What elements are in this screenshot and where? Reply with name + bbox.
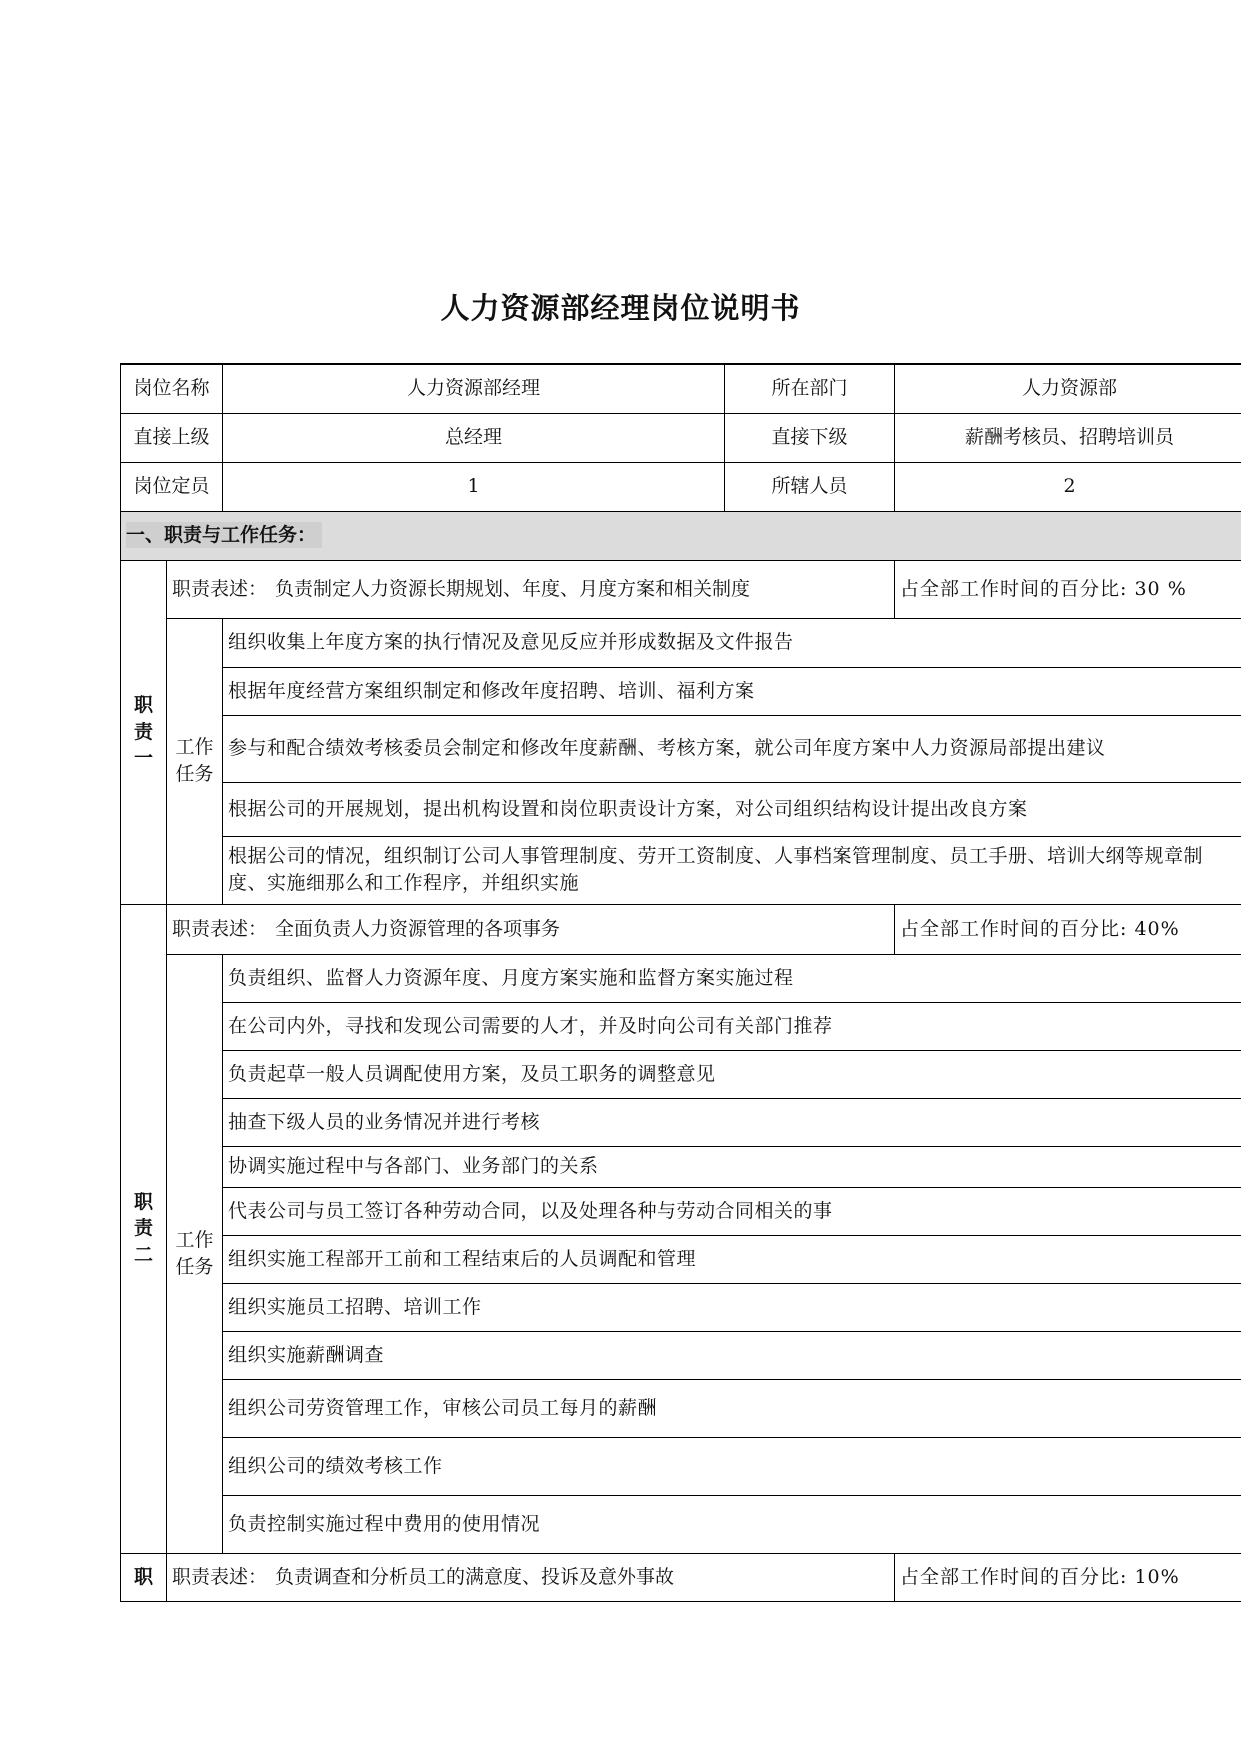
value-department: 人力资源部 xyxy=(895,364,1241,413)
duty-1-task-5: 根据公司的情况，组织制订公司人事管理制度、劳开工资制度、人事档案管理制度、员工手册、培训大纲等规章制度、实施细那么和工作程序，并组织实施 xyxy=(223,836,1241,904)
task-row xyxy=(121,1050,1241,1098)
info-row-3 xyxy=(121,462,1241,511)
duty-2-description xyxy=(167,904,895,954)
duty-2-task-label: 工作任务 xyxy=(167,954,223,1553)
task-row xyxy=(121,954,1241,1002)
task-row xyxy=(121,1437,1241,1495)
duty-2-task-1: 负责组织、监督人力资源年度、月度方案实施和监督方案实施过程 xyxy=(223,954,1241,1002)
value-direct-subordinate: 薪酬考核员、招聘培训员 xyxy=(895,413,1241,462)
duty-2-task-3: 负责起草一般人员调配使用方案，及员工职务的调整意见 xyxy=(223,1050,1241,1098)
duty-2-text: 全面负责人力资源管理的各项事务 xyxy=(275,917,561,940)
label-direct-subordinate: 直接下级 xyxy=(725,413,895,462)
label-headcount: 岗位定员 xyxy=(121,462,223,511)
duty-1-task-label: 工作任务 xyxy=(167,618,223,904)
duty-label: 职责表述： xyxy=(172,577,268,600)
job-description-table xyxy=(120,363,1241,1602)
duty-1-description xyxy=(167,560,895,618)
info-row-2 xyxy=(121,413,1241,462)
task-row xyxy=(121,715,1241,782)
duty-2-task-6: 代表公司与员工签订各种劳动合同，以及处理各种与劳动合同相关的事 xyxy=(223,1187,1241,1235)
value-staff-managed: 2 xyxy=(895,462,1241,511)
duty-1-task-4: 根据公司的开展规划，提出机构设置和岗位职责设计方案，对公司组织结构设计提出改良方案 xyxy=(223,782,1241,836)
label-department: 所在部门 xyxy=(725,364,895,413)
duty-2-task-4: 抽查下级人员的业务情况并进行考核 xyxy=(223,1098,1241,1146)
duty-2-task-10: 组织公司劳资管理工作，审核公司员工每月的薪酬 xyxy=(223,1379,1241,1437)
info-row-1 xyxy=(121,364,1241,413)
duty-3-percent: 占全部工作时间的百分比: 10% xyxy=(895,1553,1241,1601)
duty-3-side-label: 职 xyxy=(121,1553,167,1601)
duty-2-task-8: 组织实施员工招聘、培训工作 xyxy=(223,1283,1241,1331)
duty-2-task-9: 组织实施薪酬调查 xyxy=(223,1331,1241,1379)
duty-1-task-1: 组织收集上年度方案的执行情况及意见反应并形成数据及文件报告 xyxy=(223,618,1241,667)
duty-1-task-3: 参与和配合绩效考核委员会制定和修改年度薪酬、考核方案，就公司年度方案中人力资源局部提出建议 xyxy=(223,715,1241,782)
task-row xyxy=(121,1495,1241,1553)
task-row xyxy=(121,1235,1241,1283)
duty-1-task-2: 根据年度经营方案组织制定和修改年度招聘、培训、福利方案 xyxy=(223,667,1241,715)
duty-2-task-12: 负责控制实施过程中费用的使用情况 xyxy=(223,1495,1241,1553)
value-position-name: 人力资源部经理 xyxy=(223,364,725,413)
task-row xyxy=(121,782,1241,836)
duty-2-task-5: 协调实施过程中与各部门、业务部门的关系 xyxy=(223,1146,1241,1187)
section-title: 一、职责与工作任务： xyxy=(121,511,1241,560)
task-row xyxy=(121,618,1241,667)
task-row xyxy=(121,836,1241,904)
task-row xyxy=(121,1002,1241,1050)
duty-label: 职责表述： xyxy=(172,917,268,940)
page-title: 人力资源部经理岗位说明书 xyxy=(440,291,801,325)
duty-1-side-label: 职责一 xyxy=(121,560,167,904)
task-row xyxy=(121,667,1241,715)
duty-2-task-11: 组织公司的绩效考核工作 xyxy=(223,1437,1241,1495)
section-header-row xyxy=(121,511,1241,560)
task-row xyxy=(121,1283,1241,1331)
duty-2-task-2: 在公司内外，寻找和发现公司需要的人才，并及时向公司有关部门推荐 xyxy=(223,1002,1241,1050)
label-staff-managed: 所辖人员 xyxy=(725,462,895,511)
duty-2-description-row xyxy=(121,904,1241,954)
task-row xyxy=(121,1098,1241,1146)
label-position-name: 岗位名称 xyxy=(121,364,223,413)
duty-3-description xyxy=(167,1553,895,1601)
duty-2-percent: 占全部工作时间的百分比: 40% xyxy=(895,904,1241,954)
duty-1-description-row xyxy=(121,560,1241,618)
task-row xyxy=(121,1187,1241,1235)
task-row xyxy=(121,1379,1241,1437)
value-headcount: 1 xyxy=(223,462,725,511)
label-direct-superior: 直接上级 xyxy=(121,413,223,462)
value-direct-superior: 总经理 xyxy=(223,413,725,462)
duty-3-description-row xyxy=(121,1553,1241,1601)
duty-1-percent: 占全部工作时间的百分比: 30 % xyxy=(895,560,1241,618)
duty-3-text: 负责调查和分析员工的满意度、投诉及意外事故 xyxy=(275,1565,675,1588)
task-row xyxy=(121,1146,1241,1187)
task-row xyxy=(121,1331,1241,1379)
duty-1-text: 负责制定人力资源长期规划、年度、月度方案和相关制度 xyxy=(275,577,751,600)
duty-2-side-label: 职责二 xyxy=(121,904,167,1553)
duty-label: 职责表述： xyxy=(172,1565,268,1588)
duty-2-task-7: 组织实施工程部开工前和工程结束后的人员调配和管理 xyxy=(223,1235,1241,1283)
